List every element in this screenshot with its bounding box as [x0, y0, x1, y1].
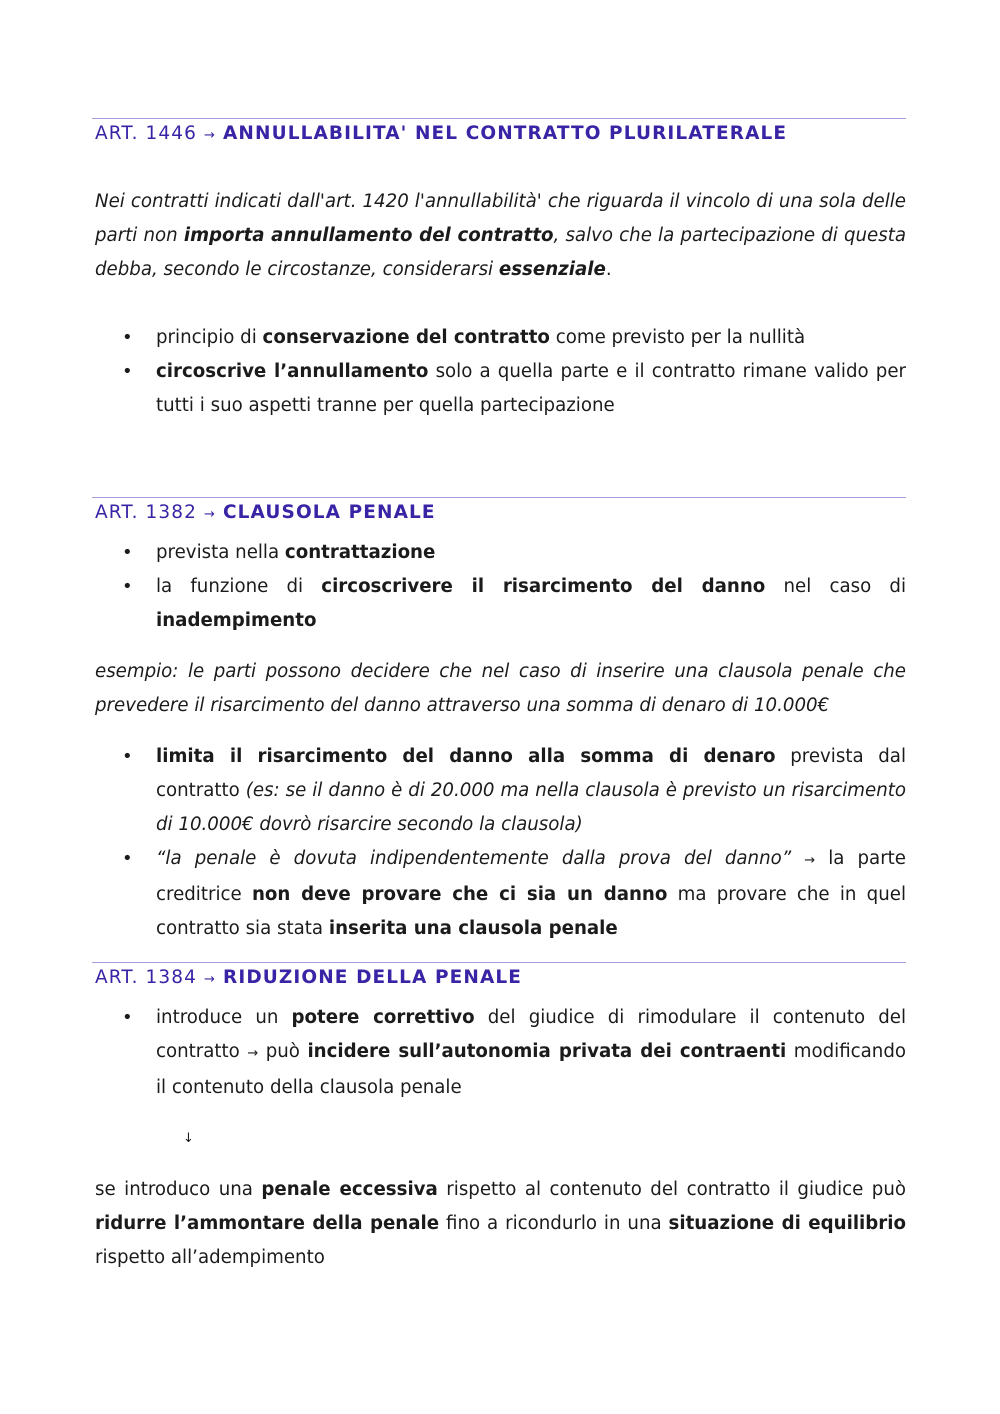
list-item: • circoscrive l’annullamento solo a quella parte e il contratto rimane valido per tutti i suo aspetti tranne per quella partecipazione	[95, 355, 906, 423]
arrow-down-icon: ↓	[183, 1131, 194, 1146]
list-item: • limita il risarcimento del danno alla somma di denaro prevista dal contratto (es: se il danno è di 20.000 ma nella clausola è previsto un risarcimento di 10.000€ dovrò risarcire secondo la clausola)	[95, 740, 906, 842]
list-item: • “la penale è dovuta indipendentemente dalla prova del danno” → la parte creditrice non deve provare che ci sia un danno ma provare che in quel contratto sia stata inserita una clausola penale	[95, 842, 906, 946]
article-number: ART. 1382	[95, 502, 198, 523]
bullet-list	[95, 1001, 906, 1105]
arrow-right-icon: →	[204, 128, 216, 143]
bullet-list	[95, 740, 906, 946]
list-item: • principio di conservazione del contratto come previsto per la nullità	[95, 321, 906, 355]
section-heading-art-1384	[92, 962, 906, 995]
article-number: ART. 1446	[95, 123, 198, 144]
arrow-right-icon: →	[204, 972, 216, 987]
arrow-right-icon: →	[247, 1046, 259, 1061]
section-title: ANNULLABILITA' NEL CONTRATTO PLURILATERALE	[222, 123, 788, 144]
section-title: CLAUSOLA PENALE	[222, 502, 436, 523]
example-text: esempio: le parti possono decidere che nel caso di inserire una clausola penale che prevedere il risarcimento del danno attraverso una somma di denaro di 10.000€	[95, 661, 906, 716]
article-quote: Nei contratti indicati dall'art. 1420 l'annullabilità' che riguarda il vincolo di una sola delle parti non importa annullamento del contratto, salvo che la partecipazione di questa debba, secondo le circostanze, considerarsi essenziale.	[95, 191, 906, 280]
list-item: • la funzione di circoscrivere il risarcimento del danno nel caso di inadempimento	[95, 570, 906, 638]
section-heading-art-1446	[92, 118, 906, 151]
section-heading-art-1382	[92, 497, 906, 530]
article-number: ART. 1384	[95, 967, 198, 988]
list-item: • prevista nella contrattazione	[95, 536, 906, 570]
bullet-list	[95, 536, 906, 638]
bullet-list	[95, 321, 906, 423]
arrow-right-icon: →	[804, 853, 816, 868]
section-title: RIDUZIONE DELLA PENALE	[222, 967, 523, 988]
arrow-right-icon: →	[204, 507, 216, 522]
list-item: • introduce un potere correttivo del giudice di rimodulare il contenuto del contratto → può incidere sull’autonomia privata dei contraenti modificando il contenuto della clausola penale	[95, 1001, 906, 1105]
conclusion-text: se introduco una penale eccessiva rispetto al contenuto del contratto il giudice può ridurre l’ammontare della penale fino a ricondurlo in una situazione di equilibrio rispetto all’adempimento	[95, 1179, 907, 1268]
